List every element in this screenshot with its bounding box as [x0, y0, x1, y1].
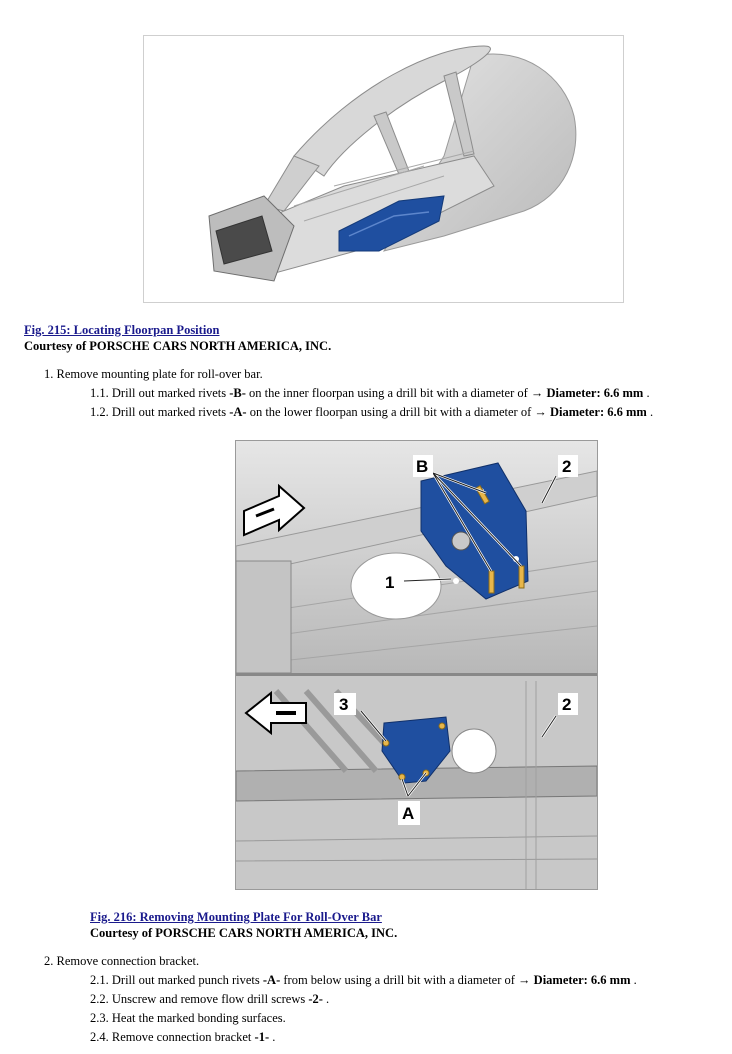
- mounting-plate-illustration: [236, 441, 597, 889]
- fig215-caption-link[interactable]: Fig. 215: Locating Floorpan Position: [24, 323, 220, 337]
- step1-1-ref: -B-: [229, 386, 246, 400]
- step2-2-pre: 2.2. Unscrew and remove flow drill screws: [90, 992, 309, 1006]
- step2-text: 2. Remove connection bracket.: [44, 954, 200, 968]
- label-b: B: [416, 457, 429, 476]
- fig216-caption-link[interactable]: Fig. 216: Removing Mounting Plate For Roll-Over Bar: [90, 910, 382, 924]
- step1-1-spec: Diameter: 6.6 mm: [546, 386, 644, 400]
- step1-2: [90, 405, 653, 420]
- step2-1-mid: from below using a drill bit with a diameter of →: [280, 973, 534, 987]
- step2-4: [90, 1030, 275, 1045]
- fig216-courtesy: Courtesy of PORSCHE CARS NORTH AMERICA, INC.: [90, 926, 398, 940]
- car-body-illustration: [144, 36, 623, 302]
- step1-1-pre: 1.1. Drill out marked rivets: [90, 386, 230, 400]
- step2-1-spec: Diameter: 6.6 mm: [533, 973, 631, 987]
- step1-1-mid: on the inner floorpan using a drill bit with a diameter of →: [245, 386, 547, 400]
- step2-4-end: .: [269, 1030, 276, 1044]
- step2-3: 2.3. Heat the marked bonding surfaces.: [90, 1011, 286, 1025]
- step1-2-spec: Diameter: 6.6 mm: [549, 405, 647, 419]
- label-2-top: 2: [562, 457, 572, 476]
- label-2-bottom: 2: [562, 695, 572, 714]
- step2-2-end: .: [322, 992, 330, 1006]
- step1-1-end: .: [643, 386, 650, 400]
- step2-2: [90, 992, 329, 1007]
- fig216-image: [235, 440, 598, 890]
- step1-2-end: .: [646, 405, 654, 419]
- step1-2-pre: 1.2. Drill out marked rivets: [90, 405, 230, 419]
- step1-2-ref: -A-: [229, 405, 247, 419]
- step2-1: [90, 973, 637, 988]
- step2-2-ref: -2-: [308, 992, 323, 1006]
- step2-4-pre: 2.4. Remove connection bracket: [90, 1030, 255, 1044]
- fig215-image: [143, 35, 624, 303]
- label-1: 1: [385, 573, 395, 592]
- step1-text: 1. Remove mounting plate for roll-over bar.: [44, 367, 263, 381]
- step1-2-mid: on the lower floorpan using a drill bit with a diameter of →: [246, 405, 550, 419]
- step2-1-end: .: [630, 973, 637, 987]
- step1-1: [90, 386, 650, 401]
- label-a: A: [402, 804, 415, 823]
- fig215-courtesy: Courtesy of PORSCHE CARS NORTH AMERICA, INC.: [24, 339, 332, 353]
- label-3: 3: [339, 695, 349, 714]
- step2-4-ref: -1-: [254, 1030, 270, 1044]
- step2-1-pre: 2.1. Drill out marked punch rivets: [90, 973, 263, 987]
- step2-1-ref: -A-: [262, 973, 281, 987]
